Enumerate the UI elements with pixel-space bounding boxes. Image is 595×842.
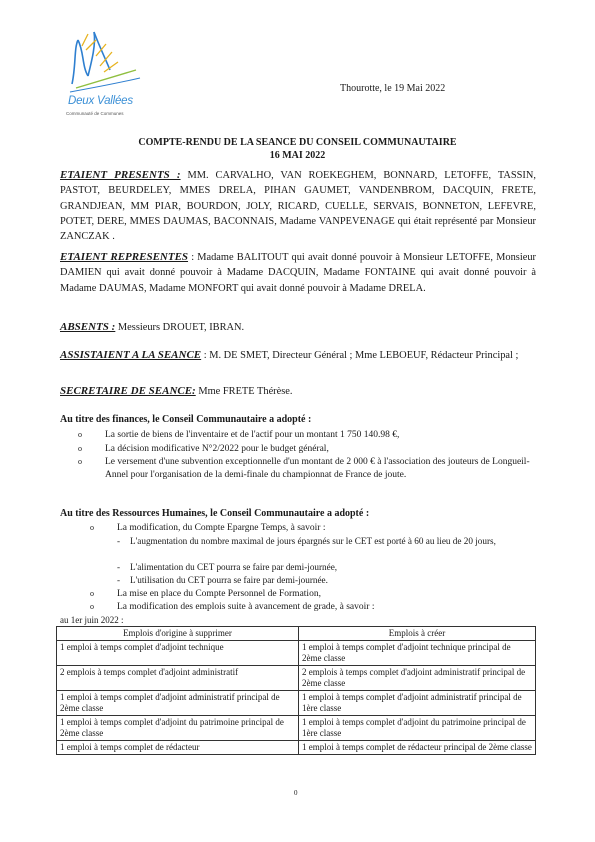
rh-heading: Au titre des Ressources Humaines, le Conseil Communautaire a adopté : xyxy=(60,508,370,519)
table-cell: 1 emploi à temps complet d'adjoint administratif principal de 2ème classe xyxy=(57,691,299,716)
table-row xyxy=(57,691,536,716)
table-cell: 1 emploi à temps complet d'adjoint administratif principal de 1ère classe xyxy=(299,691,536,716)
page-number: 0 xyxy=(294,789,298,797)
finances-item: o La sortie de biens de l'inventaire et de l'actif pour un montant 1 750 140.98 €, xyxy=(78,430,400,440)
table-cell: 1 emploi à temps complet de rédacteur xyxy=(57,741,299,755)
secretaire-paragraph xyxy=(60,384,536,399)
rh-sub-item: - L'augmentation du nombre maximal de jours épargnés sur le CET est porté à 60 au lieu de 20 jours, xyxy=(117,536,496,546)
bullet-icon: o xyxy=(78,430,82,439)
table-cell: 2 emplois à temps complet d'adjoint administratif principal de 2ème classe xyxy=(299,666,536,691)
dash-icon: - xyxy=(117,575,121,585)
rh-sub-item: - L'alimentation du CET pourra se faire par demi-journée, xyxy=(117,562,338,572)
assistaient-label: ASSISTAIENT A LA SEANCE xyxy=(60,349,202,361)
table-header: Emplois d'origine à supprimer xyxy=(57,627,299,641)
table-row xyxy=(57,641,536,666)
table-row xyxy=(57,666,536,691)
table-header-row xyxy=(57,627,536,641)
table-cell: 1 emploi à temps complet d'adjoint du patrimoine principal de 1ère classe xyxy=(299,716,536,741)
table-header: Emplois à créer xyxy=(299,627,536,641)
absents-paragraph xyxy=(60,320,536,335)
logo-subtitle: Communauté de Communes xyxy=(66,111,124,116)
assistaient-text: : M. DE SMET, Directeur Général ; Mme LEBOEUF, Rédacteur Principal ; xyxy=(201,350,519,361)
dash-icon: - xyxy=(117,562,121,572)
table-cell: 1 emploi à temps complet d'adjoint technique principal de 2ème classe xyxy=(299,641,536,666)
table-row xyxy=(57,741,536,755)
presents-label: ETAIENT PRESENTS : xyxy=(60,169,181,181)
rh-item: o La modification des emplois suite à avancement de grade, à savoir : xyxy=(90,602,375,612)
table-cell: 1 emploi à temps complet d'adjoint du patrimoine principal de 2ème classe xyxy=(57,716,299,741)
table-row xyxy=(57,716,536,741)
dash-icon: - xyxy=(117,536,121,546)
presents-text: MM. CARVALHO, VAN ROEKEGHEM, BONNARD, LETOFFE, TASSIN, PASTOT, BEURDELEY, MMES DRELA, PIHAN GAUMET, VANDENBROM, DACQUIN, FRETE, GRANDJEAN, MM PIAR, BOURDON, JOLY, RICARD, CUELLE, SERVAIS, BONNETON, LEFEVRE, POTET, DERE, MMES DAUMAS, BACONNAIS, Madame VANPEVENAGE qui était représenté par Monsieur ZANCZAK . xyxy=(60,170,536,243)
representes-paragraph xyxy=(60,250,536,296)
bullet-icon: o xyxy=(78,444,82,453)
bullet-icon: o xyxy=(90,589,94,598)
table-cell: 2 emplois à temps complet d'adjoint administratif xyxy=(57,666,299,691)
logo xyxy=(66,26,146,126)
date-note: au 1er juin 2022 : xyxy=(60,615,124,625)
table-cell: 1 emploi à temps complet de rédacteur principal de 2ème classe xyxy=(299,741,536,755)
finances-item: o La décision modificative N°2/2022 pour le budget général, xyxy=(78,444,329,454)
document-date: Thourotte, le 19 Mai 2022 xyxy=(340,83,446,94)
finances-item: o Le versement d'une subvention exceptionnelle d'un montant de 2 000 € à l'association des jouteurs de Longueil-Annel pour l'organisation de la demi-finale du championnat de France de joute. xyxy=(78,457,530,480)
logo-name: Deux Vallées xyxy=(68,95,133,107)
representes-label: ETAIENT REPRESENTES xyxy=(60,251,189,263)
finances-heading: Au titre des finances, le Conseil Communautaire a adopté : xyxy=(60,414,312,425)
secretaire-text: Mme FRETE Thérèse. xyxy=(195,386,293,397)
document-title: COMPTE-RENDU DE LA SEANCE DU CONSEIL COMMUNAUTAIRE xyxy=(138,137,457,148)
logo-mark-icon xyxy=(66,26,146,96)
absents-text: Messieurs DROUET, IBRAN. xyxy=(115,322,245,333)
emplois-table xyxy=(56,626,536,755)
bullet-icon: o xyxy=(78,457,82,466)
bullet-icon: o xyxy=(90,602,94,611)
assistaient-paragraph xyxy=(60,348,536,363)
table-cell: 1 emploi à temps complet d'adjoint technique xyxy=(57,641,299,666)
document-title-date: 16 MAI 2022 xyxy=(269,150,326,161)
rh-sub-item: - L'utilisation du CET pourra se faire par demi-journée. xyxy=(117,575,328,585)
representes-text: : Madame BALITOUT qui avait donné pouvoir à Monsieur LETOFFE, Monsieur DAMIEN qui avait donné pouvoir à Madame DACQUIN, Madame FONTAINE qui avait donné pouvoir à Madame DAUMAS, Madame MONFORT qui avait donné pouvoir à Madame DRELA. xyxy=(60,252,536,294)
absents-label: ABSENTS : xyxy=(60,321,116,333)
rh-item: o La modification, du Compte Epargne Temps, à savoir : xyxy=(90,523,326,533)
rh-item: o La mise en place du Compte Personnel de Formation, xyxy=(90,589,321,599)
secretaire-label: SECRETAIRE DE SEANCE: xyxy=(60,385,196,397)
bullet-icon: o xyxy=(90,523,94,532)
presents-paragraph xyxy=(60,168,536,244)
